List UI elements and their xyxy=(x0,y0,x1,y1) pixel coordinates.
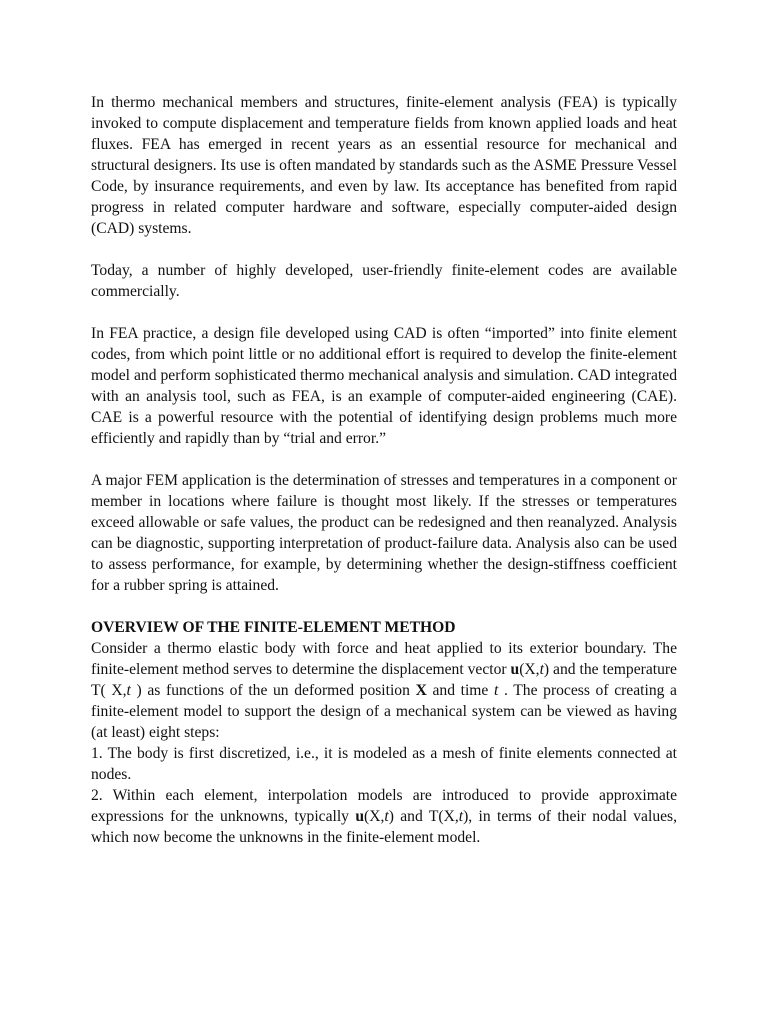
position-symbol: X xyxy=(415,682,427,699)
section-intro-paragraph xyxy=(91,638,677,743)
displacement-symbol: u xyxy=(510,661,520,678)
time-symbol: t xyxy=(539,661,544,678)
step-2-paren: (X, xyxy=(364,808,385,825)
paragraph-cad-import: In FEA practice, a design file developed using CAD is often “imported” into finite element codes, from which point little or no additional effort is required to develop the finite-element model and perform sophisticated thermo mechanical analysis and simulation. CAD integrated with an analysis tool, such as FEA, is an example of computer-aided engineering (CAE). CAE is a powerful resource with the potential of identifying design problems much more efficiently and rapidly than by “trial and error.” xyxy=(91,325,677,447)
section-heading: OVERVIEW OF THE FINITE-ELEMENT METHOD xyxy=(91,619,456,636)
time-symbol: t xyxy=(458,808,464,825)
step-2-tail: ), in terms of their nodal values, which now become the unknowns in the finite-element model. xyxy=(91,808,677,846)
intro-text: Consider a thermo elastic body with force and heat applied to its exterior boundary. The finite-element method serves to determine the displacement vector xyxy=(91,640,677,678)
displacement-symbol: u xyxy=(355,808,365,825)
step-2-temperature: ) and T(X, xyxy=(388,808,459,825)
document-page xyxy=(91,92,677,848)
step-2 xyxy=(91,785,677,848)
time-symbol: t xyxy=(384,808,389,825)
intro-steps-text: . The process of creating a finite-element model to support the design of a mechanical system can be viewed as having (at least) eight steps: xyxy=(91,682,677,741)
time-symbol: t xyxy=(126,682,131,699)
paragraph-fea-intro: In thermo mechanical members and structures, finite-element analysis (FEA) is typically invoked to compute displacement and temperature fields from known applied loads and heat fluxes. FEA has emerged in recent years as an essential resource for mechanical and structural designers. Its use is often mandated by standards such as the ASME Pressure Vessel Code, by insurance requirements, and even by law. Its acceptance has benefited from rapid progress in related computer hardware and software, especially computer-aided design (CAD) systems. xyxy=(91,94,677,237)
step-1: 1. The body is first discretized, i.e., it is modeled as a mesh of finite elements connected at nodes. xyxy=(91,745,677,783)
paragraph-fem-application: A major FEM application is the determination of stresses and temperatures in a component or member in locations where failure is thought most likely. If the stresses or temperatures exceed allowable or safe values, the product can be redesigned and then reanalyzed. Analysis can be diagnostic, supporting interpretation of product-failure data. Analysis also can be used to assess performance, for example, by determining whether the design-stiffness coefficient for a rubber spring is attained. xyxy=(91,472,677,594)
step-2-text: 2. Within each element, interpolation models are introduced to provide approximate expressions for the unknowns, typically xyxy=(91,787,677,825)
intro-open-paren: (X, xyxy=(519,661,540,678)
time-symbol: t xyxy=(494,682,499,699)
intro-position-text: ) as functions of the un deformed position xyxy=(130,682,416,699)
intro-temperature-text: ) and the temperature T( X, xyxy=(91,661,677,699)
intro-time-text: and time xyxy=(426,682,494,699)
paragraph-commercial-codes: Today, a number of highly developed, user-friendly finite-element codes are available commercially. xyxy=(91,262,677,300)
